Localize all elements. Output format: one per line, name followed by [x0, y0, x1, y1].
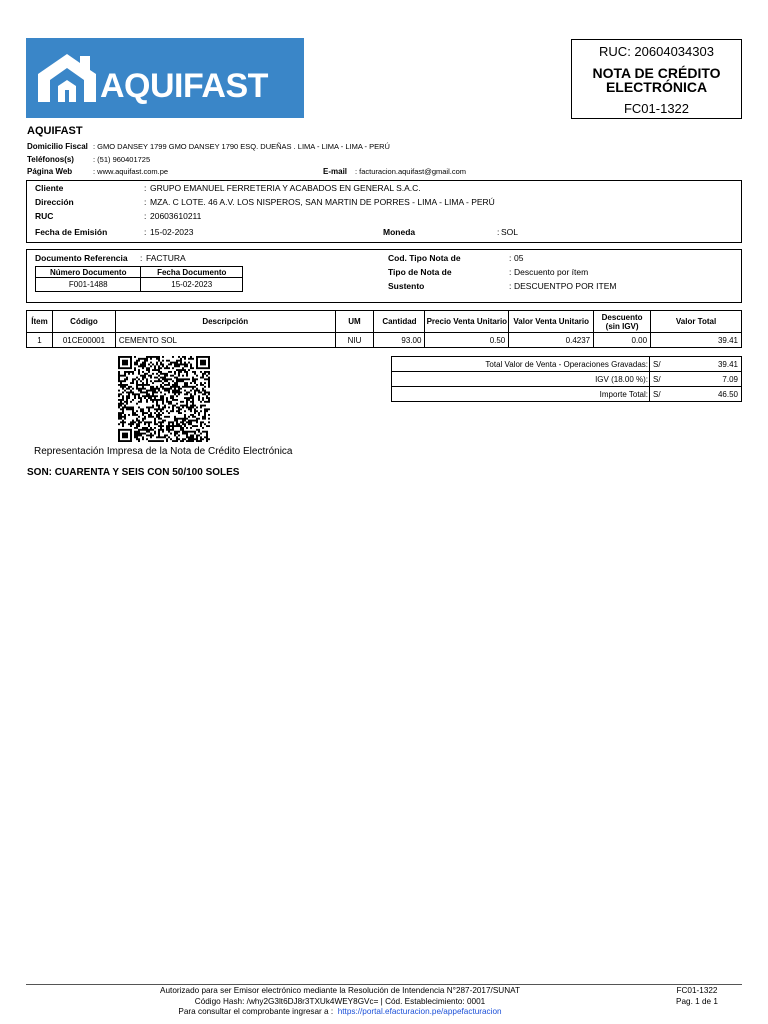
reason: DESCUENTPO POR ITEM — [514, 281, 617, 291]
issuer-web-row — [27, 167, 168, 176]
total-amount-currency: S/ — [650, 387, 686, 402]
issuer-email[interactable]: facturacion.aquifast@gmail.com — [359, 167, 466, 176]
ref-doc-number: F001-1488 — [36, 278, 141, 292]
phone-label: Teléfonos(s) — [27, 155, 74, 164]
table-row — [27, 333, 742, 348]
logo-text: AQUIFAST — [100, 67, 268, 105]
items-header-row — [27, 311, 742, 333]
reason-label: Sustento — [388, 281, 425, 291]
client-ruc-label: RUC — [35, 211, 54, 221]
header-item: Ítem — [27, 311, 53, 333]
document-id-box — [571, 39, 742, 119]
header-total: Valor Total — [651, 311, 742, 333]
igv-currency: S/ — [650, 372, 686, 387]
client-address-colon: : — [144, 197, 147, 207]
cell-description: CEMENTO SOL — [115, 333, 335, 348]
type-label: Tipo de Nota de — [388, 267, 452, 277]
issuer-phone: (51) 960401725 — [97, 155, 151, 164]
web-label: Página Web — [27, 167, 73, 176]
currency: SOL — [501, 227, 519, 237]
totals-table — [391, 356, 742, 402]
total-gravadas-value: 39.41 — [686, 357, 742, 372]
issue-date-label: Fecha de Emisión — [35, 227, 108, 237]
doc-ref: FACTURA — [146, 253, 186, 263]
colon: : — [355, 167, 360, 176]
email-label: E-mail — [323, 167, 348, 176]
company-logo — [26, 38, 304, 118]
footer-text — [120, 986, 560, 1018]
cell-quantity: 93.00 — [374, 333, 425, 348]
footer-authorization: Autorizado para ser Emisor electrónico mediante la Resolución de Intendencia N°287-2017/SUNAT — [160, 986, 520, 995]
cell-unit-value: 0.4237 — [509, 333, 594, 348]
doc-ref-label: Documento Referencia — [35, 253, 128, 263]
note-type: Descuento por ítem — [514, 267, 589, 277]
client-ruc: 20603610211 — [150, 211, 202, 221]
currency-colon: : — [497, 227, 500, 237]
issuer-address-row — [27, 142, 390, 151]
cell-total: 39.41 — [651, 333, 742, 348]
col-num-header: Número Documento — [36, 267, 141, 278]
issuer-web[interactable]: www.aquifast.com.pe — [97, 167, 169, 176]
total-gravadas-label: Total Valor de Venta - Operaciones Gravadas: — [392, 357, 650, 372]
type-colon: : — [509, 267, 512, 277]
type-code-colon: : — [509, 253, 512, 263]
cell-um: NIU — [335, 333, 374, 348]
page-number: Pag. 1 de 1 — [676, 996, 718, 1006]
doc-ref-colon: : — [140, 253, 143, 263]
issue-date-colon: : — [144, 227, 147, 237]
header-unit-value: Valor Venta Unitario — [509, 311, 594, 333]
address-label: Domicilio Fiscal — [27, 142, 88, 151]
house-logo-icon — [36, 52, 98, 104]
footer-page-info — [650, 986, 744, 1007]
reason-colon: : — [509, 281, 512, 291]
igv-label: IGV (18.00 %): — [392, 372, 650, 387]
footer-consult-prefix: Para consultar el comprobante ingresar a : — [178, 1007, 334, 1016]
cell-code: 01CE00001 — [52, 333, 115, 348]
totals-row — [392, 357, 742, 372]
type-code: 05 — [514, 253, 524, 263]
header-discount: Descuento (sin IGV) — [594, 311, 651, 333]
document-title-line1: NOTA DE CRÉDITO — [592, 65, 721, 81]
client-name-label: Cliente — [35, 183, 64, 193]
colon: : — [93, 142, 98, 151]
footer-hash: Código Hash: /why2G3lt6DJ8r3TXUk4WEY8GVc= | Cód. Establecimiento: 0001 — [194, 996, 486, 1006]
currency-label: Moneda — [383, 227, 416, 237]
header-code: Código — [52, 311, 115, 333]
cell-unit-price: 0.50 — [425, 333, 509, 348]
ref-doc-date: 15-02-2023 — [141, 278, 243, 292]
colon: : — [93, 155, 98, 164]
igv-value: 7.09 — [686, 372, 742, 387]
document-number: FC01-1322 — [623, 101, 690, 116]
issuer-address: GMO DANSEY 1799 GMO DANSEY 1790 ESQ. DUEÑAS . LIMA - LIMA - LIMA - PERÚ — [97, 142, 390, 151]
total-amount-value: 46.50 — [686, 387, 742, 402]
issuer-phone-row — [27, 155, 150, 164]
cell-item: 1 — [27, 333, 53, 348]
client-address-label: Dirección — [35, 197, 74, 207]
client-ruc-colon: : — [144, 211, 147, 221]
footer-consult — [120, 1007, 560, 1018]
footer-doc-number: FC01-1322 — [676, 986, 718, 995]
totals-row — [392, 372, 742, 387]
items-table — [26, 310, 742, 348]
footer-divider — [26, 984, 742, 985]
total-gravadas-currency: S/ — [650, 357, 686, 372]
total-amount-label: Importe Total: — [392, 387, 650, 402]
colon: : — [93, 167, 98, 176]
client-name: GRUPO EMANUEL FERRETERIA Y ACABADOS EN GENERAL S.A.C. — [150, 183, 421, 193]
totals-row — [392, 387, 742, 402]
representation-note: Representación Impresa de la Nota de Crédito Electrónica — [34, 446, 293, 457]
header-um: UM — [335, 311, 374, 333]
header-quantity: Cantidad — [374, 311, 425, 333]
amount-in-words: SON: CUARENTA Y SEIS CON 50/100 SOLES — [27, 467, 240, 478]
issuer-ruc: RUC: 20604034303 — [599, 44, 714, 59]
issuer-email-row — [323, 167, 466, 176]
issue-date: 15-02-2023 — [150, 227, 194, 237]
client-name-colon: : — [144, 183, 147, 193]
type-code-label: Cod. Tipo Nota de — [388, 253, 461, 263]
issuer-name: AQUIFAST — [27, 125, 83, 137]
header-unit-price: Precio Venta Unitario — [425, 311, 509, 333]
reference-doc-table — [35, 266, 243, 292]
header-description: Descripción — [115, 311, 335, 333]
cell-discount: 0.00 — [594, 333, 651, 348]
col-date-header: Fecha Documento — [141, 267, 243, 278]
qr-code — [118, 356, 210, 442]
client-address: MZA. C LOTE. 46 A.V. LOS NISPEROS, SAN MARTIN DE PORRES - LIMA - LIMA - PERÚ — [150, 197, 495, 207]
document-title-line2: ELECTRÓNICA — [605, 79, 708, 95]
portal-link[interactable]: https://portal.efacturacion.pe/appefacturacion — [337, 1007, 502, 1016]
